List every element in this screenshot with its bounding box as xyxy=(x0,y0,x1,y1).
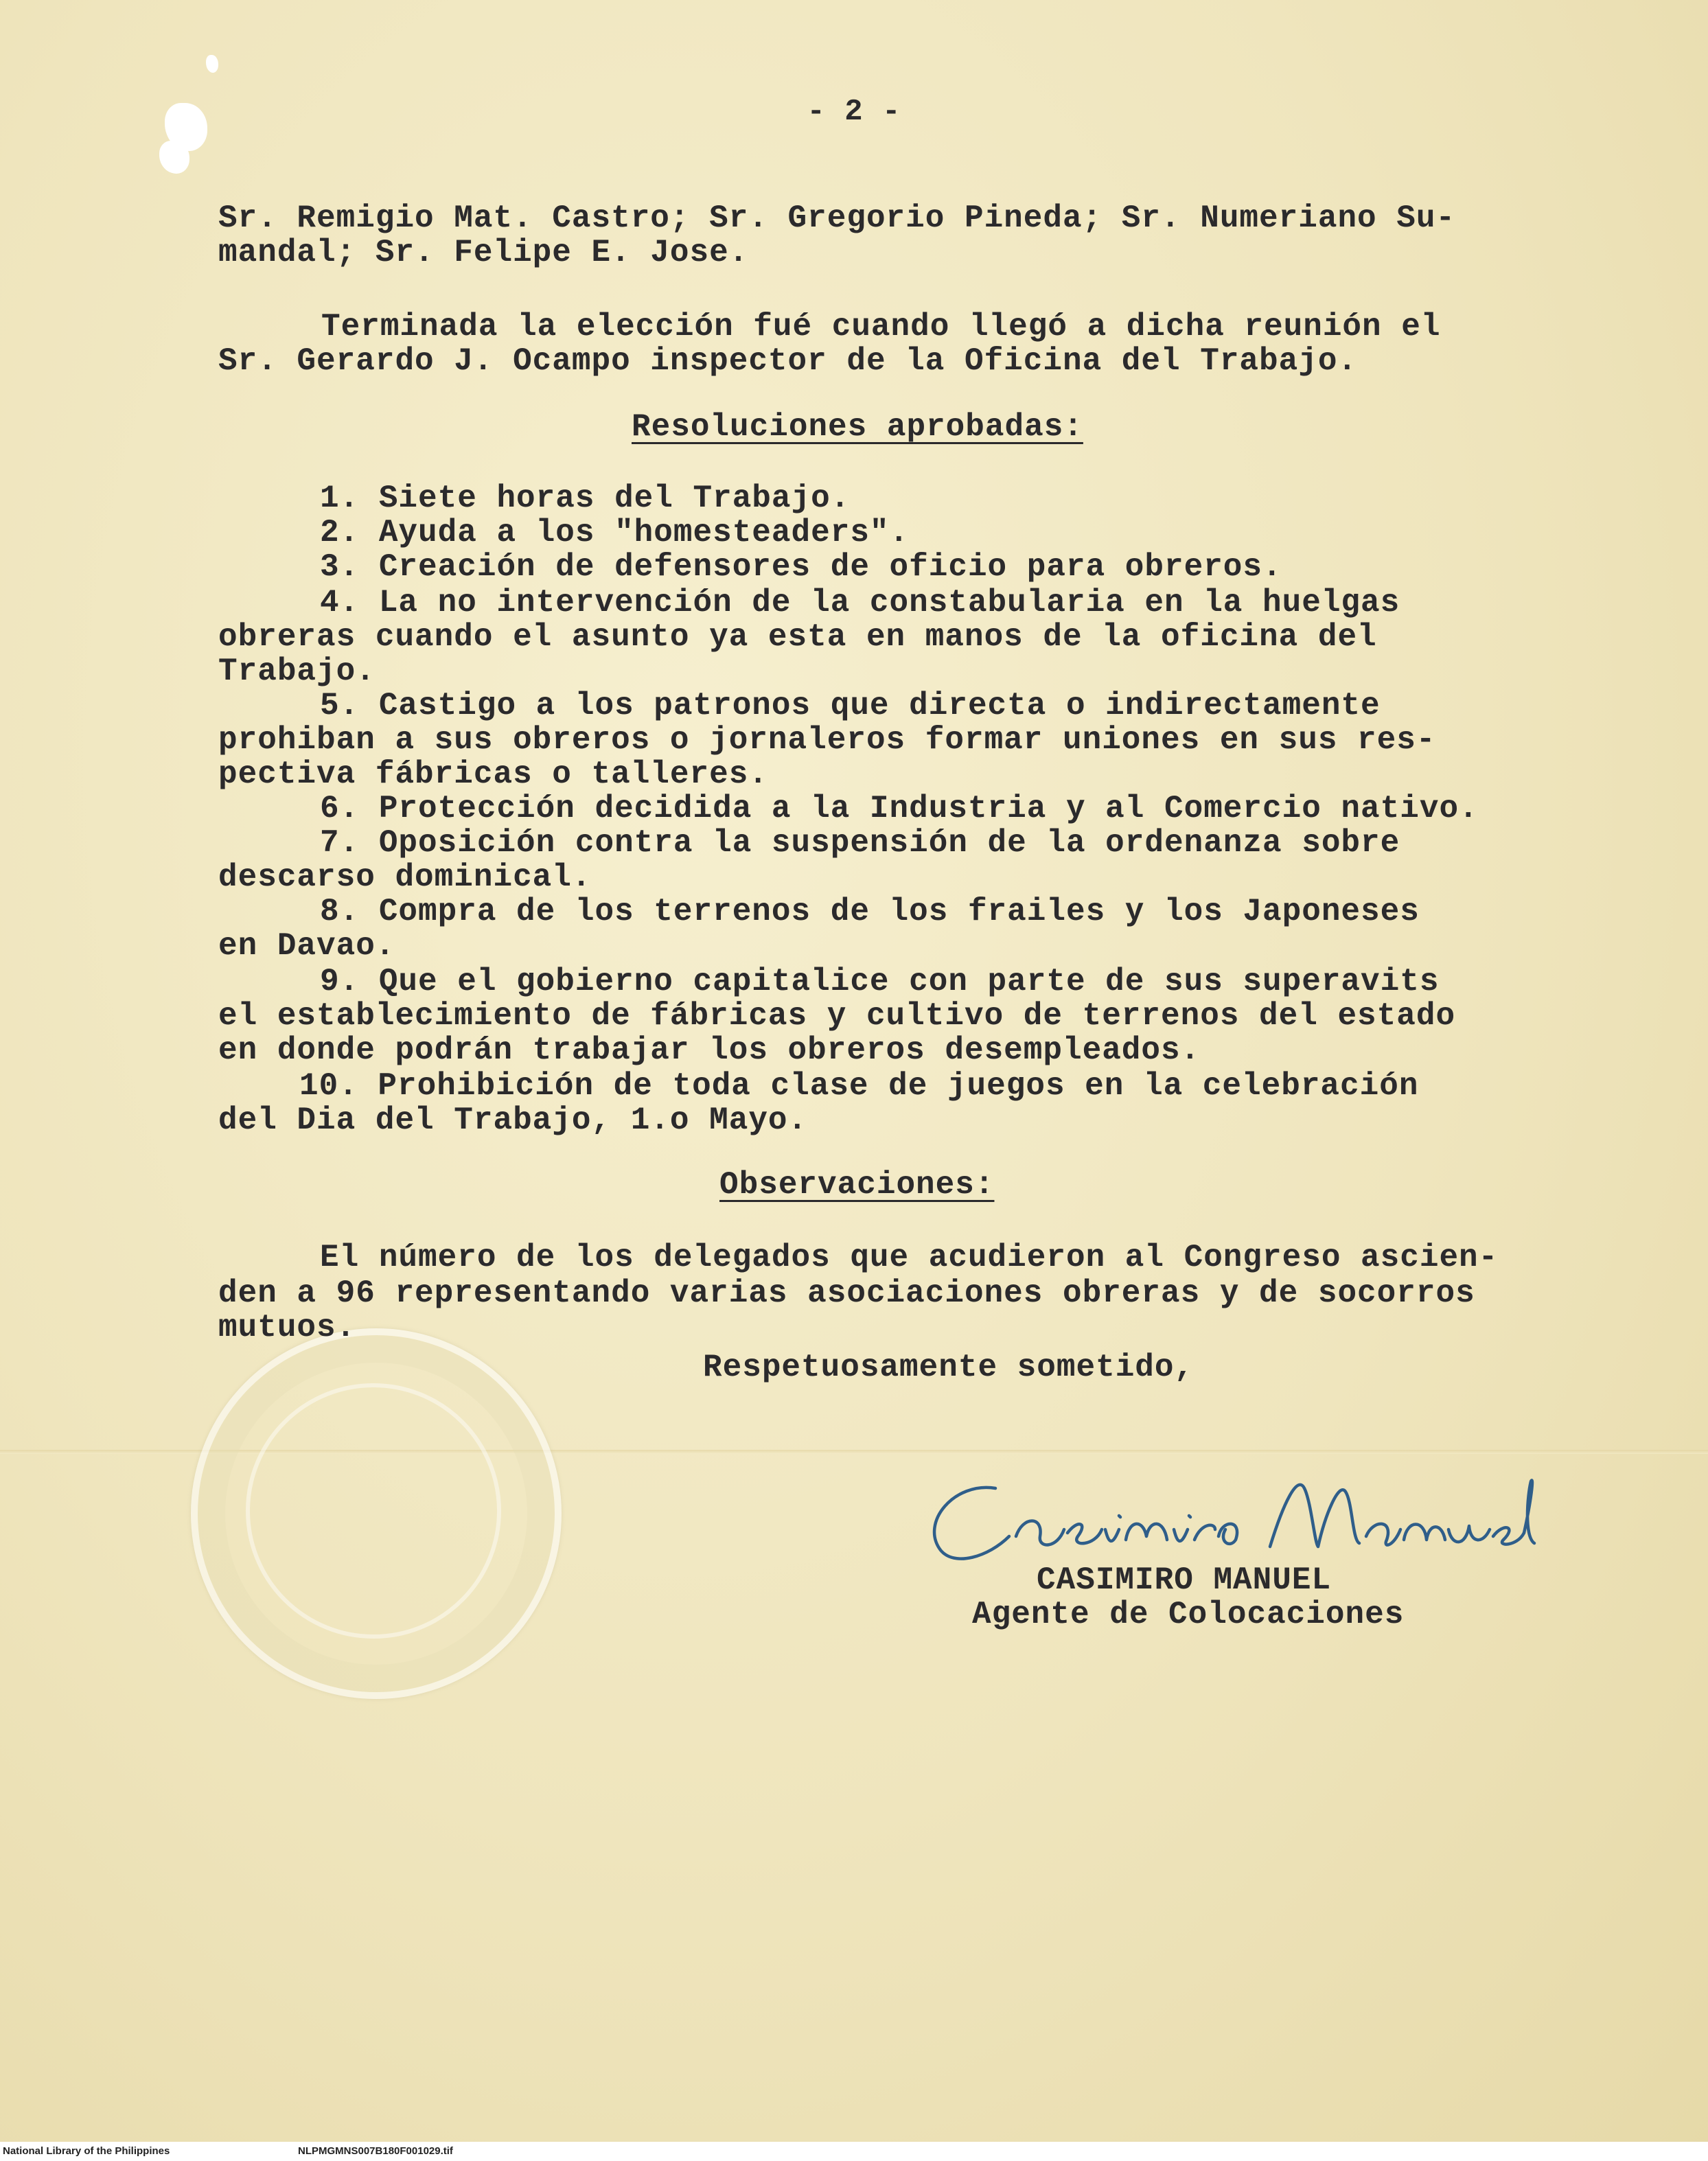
paragraph-line: Sr. Gerardo J. Ocampo inspector de la Oficina del Trabajo. xyxy=(218,343,1358,379)
resolutions-heading: Resoluciones aprobadas: xyxy=(632,409,1083,445)
resolution-line: 8. Compra de los terrenos de los frailes y los Japoneses xyxy=(320,894,1420,929)
resolution-line: 5. Castigo a los patronos que directa o indirectamente xyxy=(320,688,1381,724)
resolution-line: pectiva fábricas o talleres. xyxy=(218,756,768,792)
observation-line: den a 96 representando varias asociaciones obreras y de socorros xyxy=(218,1275,1475,1311)
resolution-line: en donde podrán trabajar los obreros desempleados. xyxy=(218,1032,1201,1068)
resolution-line: 1. Siete horas del Trabajo. xyxy=(320,481,851,516)
resolution-line: prohiban a sus obreros o jornaleros formar uniones en sus res- xyxy=(218,722,1436,758)
observation-line: El número de los delegados que acudieron al Congreso ascien- xyxy=(320,1240,1499,1275)
signer-title: Agente de Colocaciones xyxy=(972,1597,1405,1632)
resolution-line: 7. Oposición contra la suspensión de la ordenanza sobre xyxy=(320,825,1400,861)
archive-footer xyxy=(0,2142,1708,2161)
intro-line: Sr. Remigio Mat. Castro; Sr. Gregorio Pineda; Sr. Numeriano Su- xyxy=(218,200,1456,236)
page-number: - 2 - xyxy=(807,95,901,129)
embossed-seal xyxy=(191,1328,562,1699)
handwritten-signature xyxy=(913,1461,1545,1578)
observation-line: mutuos. xyxy=(218,1310,356,1345)
resolution-line: 2. Ayuda a los "homesteaders". xyxy=(320,515,910,551)
closing-line: Respetuosamente sometido, xyxy=(703,1350,1195,1385)
observations-heading: Observaciones: xyxy=(719,1167,995,1203)
resolution-line: 6. Protección decidida a la Industria y al Comercio nativo. xyxy=(320,791,1479,827)
resolution-line: del Dia del Trabajo, 1.o Mayo. xyxy=(218,1102,808,1138)
resolution-line: 3. Creación de defensores de oficio para obreros. xyxy=(320,549,1282,585)
resolution-line: obreras cuando el asunto ya esta en manos de la oficina del xyxy=(218,619,1377,655)
resolution-line: descarso dominical. xyxy=(218,859,592,895)
archive-file-id: NLPMGMNS007B180F001029.tif xyxy=(298,2145,453,2157)
resolution-line: 10. Prohibición de toda clase de juegos en la celebración xyxy=(299,1068,1419,1104)
embossed-seal-inner-ring xyxy=(246,1383,501,1639)
resolution-line: 4. La no intervención de la constabularia en la huelgas xyxy=(320,585,1400,621)
intro-line: mandal; Sr. Felipe E. Jose. xyxy=(218,235,749,270)
resolution-line: el establecimiento de fábricas y cultivo de terrenos del estado xyxy=(218,998,1456,1034)
paragraph-line: Terminada la elección fué cuando llegó a dicha reunión el xyxy=(321,309,1441,345)
resolution-line: Trabajo. xyxy=(218,654,376,689)
signer-name: CASIMIRO MANUEL xyxy=(1037,1562,1332,1598)
punch-hole xyxy=(206,55,218,73)
archive-name: National Library of the Philippines xyxy=(3,2145,170,2157)
resolution-line: en Davao. xyxy=(218,928,395,964)
resolution-line: 9. Que el gobierno capitalice con parte de sus superavits xyxy=(320,964,1440,999)
